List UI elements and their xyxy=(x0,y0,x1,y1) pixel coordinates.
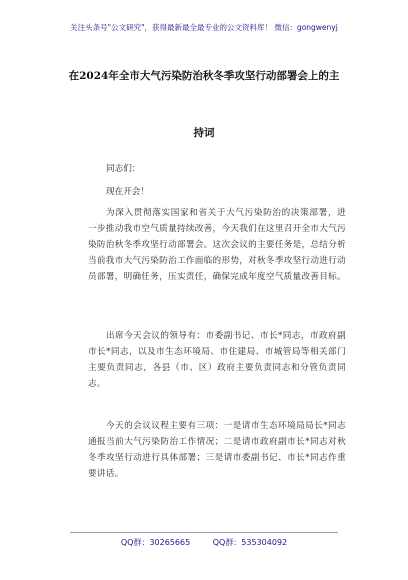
paragraph-attendees xyxy=(88,328,346,392)
header-notice: 关注头条号"公文研究"，获得最新最全最专业的公文资料库！ 微信：gongwenyj xyxy=(70,23,338,32)
paragraph-text: 今天的会议议程主要有三项：一是请市生态环境局局长*同志通报当前大气污染防治工作情况；二是请市政府副市长*同志对秋冬季攻坚行动进行具体部署；三是请市委副书记、市长*同志作重要讲话。 xyxy=(88,421,346,479)
paragraph-purpose xyxy=(88,205,346,285)
document-title-line-2: 持词 xyxy=(193,127,215,139)
document-title-line-1: 在2024年全市大气污染防治秋冬季攻坚行动部署会上的主 xyxy=(68,70,340,82)
footer-divider xyxy=(70,532,338,533)
opening-line: 现在开会！ xyxy=(106,187,149,197)
footer-qq-group-2: QQ群：535304092 xyxy=(212,538,288,547)
paragraph-text: 出席今天会议的领导有：市委副书记、市长*同志，市政府副市长*同志，以及市生态环境局、市住建局、市城管局等相关部门主要负责同志，各县（市、区）政府主要负责同志和分管负责同志。 xyxy=(88,331,346,389)
footer xyxy=(0,537,408,548)
footer-qq-group-1: QQ群：30265665 xyxy=(120,538,191,547)
salutation: 同志们： xyxy=(106,164,141,174)
paragraph-text: 为深入贯彻落实国家和省关于大气污染防治的决策部署，进一步推动我市空气质量持续改善，今天我们在这里召开全市大气污染防治秋冬季攻坚行动部署会。这次会议的主要任务是，总结分析当前我市大气污染防治工作面临的形势，对秋冬季攻坚行动进行动员部署，明确任务，压实责任，确保完成年度空气质量改善目标。 xyxy=(88,208,346,282)
paragraph-agenda xyxy=(88,418,346,482)
